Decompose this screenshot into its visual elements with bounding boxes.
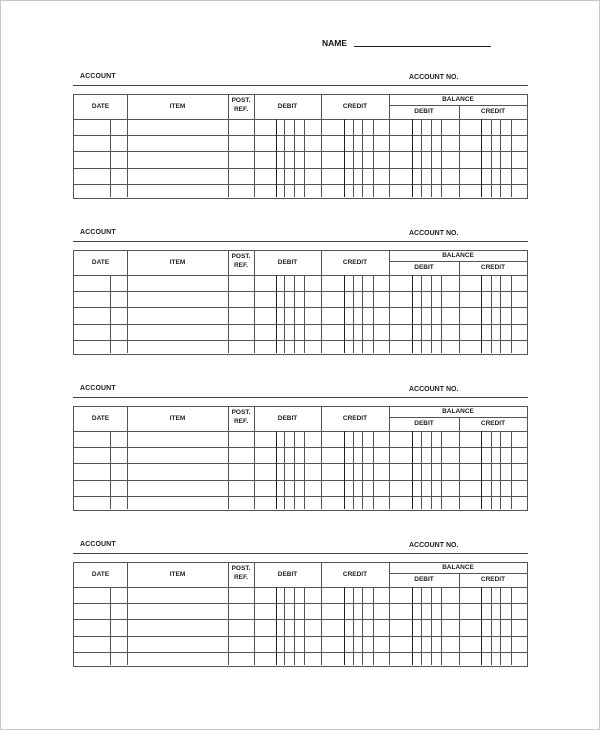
col-header-post-ref-2: REF. (233, 262, 249, 269)
amount-subdivider (491, 587, 492, 665)
column-divider (127, 563, 128, 665)
amount-subdivider (294, 431, 295, 509)
amount-subdivider (431, 275, 432, 353)
column-divider (459, 573, 460, 665)
col-header-balance-credit: CREDIT (480, 576, 506, 583)
amount-subdivider (284, 119, 285, 197)
amount-subdivider (294, 587, 295, 665)
amount-subdivider (431, 431, 432, 509)
col-header-item: ITEM (169, 571, 186, 578)
balance-divider (389, 573, 527, 574)
col-header-balance-credit: CREDIT (480, 108, 506, 115)
account-rule (73, 85, 528, 86)
account-label: ACCOUNT (80, 73, 116, 80)
account-section (73, 541, 528, 671)
col-header-debit: DEBIT (277, 103, 298, 110)
amount-subdivider (511, 119, 512, 197)
column-divider (228, 95, 229, 197)
amount-subdivider (284, 275, 285, 353)
col-header-date: DATE (91, 571, 110, 578)
account-no-label: ACCOUNT NO. (409, 542, 459, 549)
account-rule (73, 241, 528, 242)
account-no-label: ACCOUNT NO. (409, 230, 459, 237)
column-divider (321, 251, 322, 353)
amount-subdivider (441, 431, 442, 509)
col-header-credit: CREDIT (342, 415, 368, 422)
account-label: ACCOUNT (80, 385, 116, 392)
col-header-post-ref-2: REF. (233, 106, 249, 113)
amount-subdivider (304, 587, 305, 665)
amount-subdivider (500, 587, 501, 665)
amount-subdivider (511, 431, 512, 509)
date-subdivider (110, 587, 111, 665)
amount-subdivider (412, 587, 413, 665)
col-header-item: ITEM (169, 415, 186, 422)
amount-subdivider (481, 275, 482, 353)
col-header-item: ITEM (169, 259, 186, 266)
col-header-balance-debit: DEBIT (414, 576, 434, 583)
amount-subdivider (353, 119, 354, 197)
amount-subdivider (500, 119, 501, 197)
amount-subdivider (284, 587, 285, 665)
amount-subdivider (362, 431, 363, 509)
balance-divider (389, 417, 527, 418)
amount-subdivider (284, 431, 285, 509)
amount-subdivider (344, 119, 345, 197)
amount-subdivider (421, 119, 422, 197)
col-header-balance: BALANCE (442, 408, 474, 415)
ledger-table (73, 94, 528, 199)
col-header-date: DATE (91, 415, 110, 422)
col-header-balance: BALANCE (442, 96, 474, 103)
amount-subdivider (421, 275, 422, 353)
amount-subdivider (373, 431, 374, 509)
col-header-credit: CREDIT (342, 571, 368, 578)
name-label: NAME (322, 38, 348, 48)
amount-subdivider (491, 431, 492, 509)
date-subdivider (110, 119, 111, 197)
account-no-label: ACCOUNT NO. (409, 386, 459, 393)
amount-subdivider (362, 587, 363, 665)
column-divider (321, 407, 322, 509)
column-divider (254, 95, 255, 197)
col-header-post-ref: POST. (231, 253, 251, 260)
col-header-credit: CREDIT (342, 103, 368, 110)
col-header-balance-credit: CREDIT (480, 420, 506, 427)
column-divider (389, 95, 390, 197)
col-header-balance-credit: CREDIT (480, 264, 506, 271)
amount-subdivider (511, 275, 512, 353)
amount-subdivider (353, 431, 354, 509)
amount-subdivider (362, 275, 363, 353)
col-header-debit: DEBIT (277, 571, 298, 578)
amount-subdivider (373, 587, 374, 665)
col-header-balance: BALANCE (442, 564, 474, 571)
column-divider (127, 95, 128, 197)
amount-subdivider (344, 275, 345, 353)
amount-subdivider (441, 587, 442, 665)
column-divider (459, 261, 460, 353)
amount-subdivider (276, 587, 277, 665)
amount-subdivider (344, 587, 345, 665)
column-divider (254, 251, 255, 353)
account-no-label: ACCOUNT NO. (409, 74, 459, 81)
amount-subdivider (304, 275, 305, 353)
amount-subdivider (511, 587, 512, 665)
amount-subdivider (500, 431, 501, 509)
amount-subdivider (500, 275, 501, 353)
amount-subdivider (373, 119, 374, 197)
name-field[interactable] (354, 46, 491, 47)
account-section (73, 385, 528, 515)
amount-subdivider (373, 275, 374, 353)
col-header-post-ref: POST. (231, 565, 251, 572)
col-header-debit: DEBIT (277, 259, 298, 266)
column-divider (228, 251, 229, 353)
amount-subdivider (491, 119, 492, 197)
account-section (73, 73, 528, 203)
amount-subdivider (412, 119, 413, 197)
amount-subdivider (441, 119, 442, 197)
amount-subdivider (362, 119, 363, 197)
col-header-date: DATE (91, 103, 110, 110)
amount-subdivider (491, 275, 492, 353)
col-header-balance-debit: DEBIT (414, 108, 434, 115)
column-divider (459, 105, 460, 197)
account-rule (73, 553, 528, 554)
col-header-date: DATE (91, 259, 110, 266)
col-header-balance: BALANCE (442, 252, 474, 259)
amount-subdivider (431, 119, 432, 197)
balance-divider (389, 105, 527, 106)
column-divider (254, 563, 255, 665)
account-rule (73, 397, 528, 398)
amount-subdivider (304, 119, 305, 197)
col-header-item: ITEM (169, 103, 186, 110)
amount-subdivider (481, 119, 482, 197)
col-header-post-ref: POST. (231, 97, 251, 104)
amount-subdivider (412, 431, 413, 509)
date-subdivider (110, 431, 111, 509)
col-header-debit: DEBIT (277, 415, 298, 422)
column-divider (127, 407, 128, 509)
column-divider (228, 563, 229, 665)
col-header-balance-debit: DEBIT (414, 264, 434, 271)
ledger-table (73, 406, 528, 511)
amount-subdivider (294, 119, 295, 197)
column-divider (228, 407, 229, 509)
amount-subdivider (294, 275, 295, 353)
amount-subdivider (421, 431, 422, 509)
col-header-balance-debit: DEBIT (414, 420, 434, 427)
column-divider (321, 95, 322, 197)
date-subdivider (110, 275, 111, 353)
account-label: ACCOUNT (80, 541, 116, 548)
amount-subdivider (431, 587, 432, 665)
account-section (73, 229, 528, 359)
column-divider (254, 407, 255, 509)
amount-subdivider (276, 275, 277, 353)
amount-subdivider (304, 431, 305, 509)
ledger-table (73, 562, 528, 667)
amount-subdivider (412, 275, 413, 353)
amount-subdivider (276, 431, 277, 509)
col-header-post-ref-2: REF. (233, 418, 249, 425)
ledger-table (73, 250, 528, 355)
amount-subdivider (481, 587, 482, 665)
balance-divider (389, 261, 527, 262)
column-divider (389, 407, 390, 509)
amount-subdivider (481, 431, 482, 509)
column-divider (321, 563, 322, 665)
amount-subdivider (421, 587, 422, 665)
amount-subdivider (441, 275, 442, 353)
column-divider (459, 417, 460, 509)
account-label: ACCOUNT (80, 229, 116, 236)
column-divider (389, 563, 390, 665)
col-header-post-ref: POST. (231, 409, 251, 416)
amount-subdivider (344, 431, 345, 509)
col-header-post-ref-2: REF. (233, 574, 249, 581)
amount-subdivider (353, 275, 354, 353)
amount-subdivider (276, 119, 277, 197)
column-divider (127, 251, 128, 353)
col-header-credit: CREDIT (342, 259, 368, 266)
amount-subdivider (353, 587, 354, 665)
column-divider (389, 251, 390, 353)
